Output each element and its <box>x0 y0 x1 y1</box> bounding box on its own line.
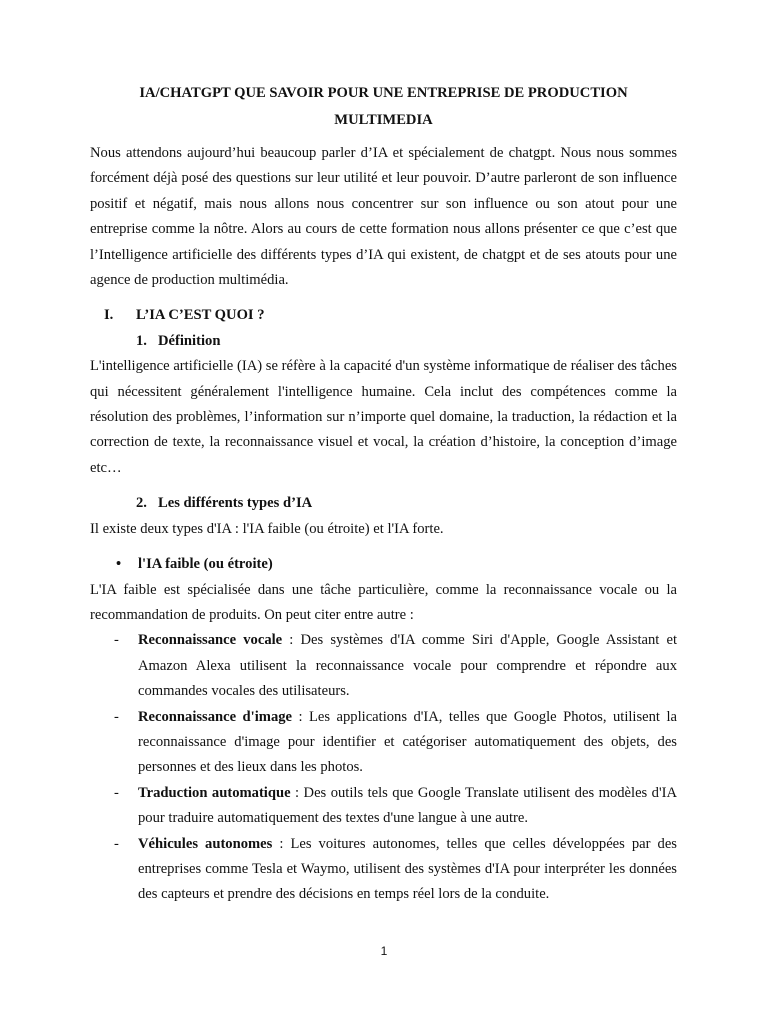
page-number: 1 <box>380 944 388 958</box>
weak-ai-title: l'IA faible (ou étroite) <box>138 556 273 573</box>
list-item <box>90 832 677 908</box>
section-title: L’IA C’EST QUOI ? <box>136 307 265 324</box>
subsection-title: Les différents types d’IA <box>158 495 313 512</box>
subsection-title: Définition <box>158 332 221 349</box>
list-item-description: : Les voitures autonomes, telles que celles développées par des entreprises comme Tesla et Waymo, utilisent des systèmes d'IA pour interpréter les données des capteurs et prendre des décisions en temps réel lors de la conduite. <box>138 835 677 903</box>
intro-paragraph: Nous attendons aujourd’hui beaucoup parler d’IA et spécialement de chatgpt. Nous nous sommes forcément déjà posé des questions sur leur utilité et leur pouvoir. D’autre parleront de son influence positif et négatif, mais nous allons nous concentrer sur son influence ou son atout pour une entreprise comme la nôtre. Alors au cours de cette formation nous allons présenter ce que c’est que l’Intelligence artificielle des différents types d’IA qui existent, de chatgpt et de ses atouts pour une agence de production multimédia. <box>90 145 677 289</box>
list-item-description: : Des outils tels que Google Translate utilisent des modèles d'IA pour traduire automatiquement des textes d'une langue à une autre. <box>138 784 677 827</box>
dash-icon: - <box>114 784 119 801</box>
subsection-heading-types <box>90 491 677 516</box>
section-number: I. <box>104 307 114 324</box>
subsection-number: 1. <box>136 332 147 349</box>
subsection-heading-definition <box>90 329 677 354</box>
types-paragraph: Il existe deux types d'IA : l'IA faible (ou étroite) et l'IA forte. <box>90 520 444 537</box>
list-item-term: Véhicules autonomes <box>138 835 273 852</box>
weak-ai-examples-list <box>90 628 677 907</box>
section-heading-1 <box>90 303 677 328</box>
list-item <box>90 628 677 704</box>
dash-icon: - <box>114 632 119 649</box>
weak-ai-heading <box>90 552 677 577</box>
bullet-icon: • <box>116 556 122 573</box>
list-item-term: Traduction automatique <box>138 784 291 801</box>
title-line-2: MULTIMEDIA <box>334 112 433 128</box>
list-item <box>90 705 677 781</box>
definition-paragraph: L'intelligence artificielle (IA) se réfère à la capacité d'un système informatique de réaliser des tâches qui nécessitent généralement l'intelligence humaine. Cela inclut des compétences comme la résolution des problèmes, l’information sur n’importe quel domaine, la traduction, la rédaction et la correction de texte, la reconnaissance visuel et vocal, la création d’histoire, la conception d’image etc… <box>90 358 677 476</box>
dash-icon: - <box>114 708 119 725</box>
weak-ai-paragraph: L'IA faible est spécialisée dans une tâche particulière, comme la reconnaissance vocale ou la recommandation de produits. On peut citer entre autre : <box>90 581 677 623</box>
dash-icon: - <box>114 835 119 852</box>
list-item-description: : Les applications d'IA, telles que Google Photos, utilisent la reconnaissance d'image pour identifier et catégoriser automatiquement des objets, des personnes et des lieux dans les photos. <box>138 708 677 776</box>
list-item <box>90 781 677 832</box>
document-title <box>90 80 677 134</box>
document-page <box>90 80 677 908</box>
title-line-1: IA/CHATGPT QUE SAVOIR POUR UNE ENTREPRISE DE PRODUCTION <box>139 85 628 101</box>
list-item-description: : Des systèmes d'IA comme Siri d'Apple, Google Assistant et Amazon Alexa utilisent la reconnaissance vocale pour comprendre et répondre aux commandes vocales des utilisateurs. <box>138 632 678 700</box>
subsection-number: 2. <box>136 495 147 512</box>
list-item-term: Reconnaissance vocale <box>138 632 283 649</box>
list-item-term: Reconnaissance d'image <box>138 708 293 725</box>
